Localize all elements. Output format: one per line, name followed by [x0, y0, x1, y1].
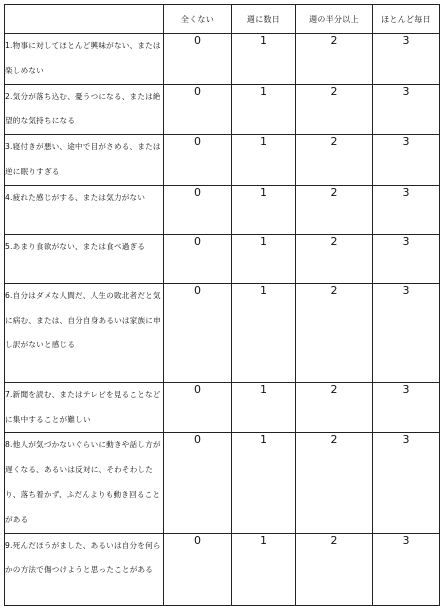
header-several-days: 週に数日 [232, 5, 296, 34]
score-cell: 0 [164, 234, 232, 283]
score-cell: 1 [232, 433, 296, 533]
score-cell: 3 [373, 34, 440, 85]
question-text: 4.疲れた感じがする、または気力がない [5, 185, 164, 234]
score-cell: 1 [232, 84, 296, 135]
question-row-9 [5, 533, 440, 605]
header-nearly-every-day: ほとんど毎日 [373, 5, 440, 34]
header-more-than-half: 週の半分以上 [296, 5, 373, 34]
score-cell: 0 [164, 533, 232, 605]
score-cell: 1 [232, 283, 296, 382]
header-blank-cell [5, 5, 164, 34]
question-text: 5.あまり食欲がない、または食べ過ぎる [5, 234, 164, 283]
score-cell: 3 [373, 433, 440, 533]
score-cell: 3 [373, 234, 440, 283]
score-cell: 3 [373, 382, 440, 433]
score-cell: 1 [232, 34, 296, 85]
question-row-8 [5, 433, 440, 533]
score-cell: 3 [373, 283, 440, 382]
score-cell: 2 [296, 382, 373, 433]
score-cell: 3 [373, 84, 440, 135]
score-cell: 0 [164, 135, 232, 186]
score-cell: 1 [232, 234, 296, 283]
score-cell: 2 [296, 533, 373, 605]
score-cell: 0 [164, 433, 232, 533]
score-cell: 0 [164, 185, 232, 234]
questionnaire-table [4, 4, 440, 606]
question-text: 9.死んだほうがました、あるいは自分を何らかの方法で傷つけようと思ったことがある [5, 533, 164, 605]
score-cell: 2 [296, 135, 373, 186]
score-cell: 1 [232, 135, 296, 186]
question-text: 7.新聞を読む、またはテレビを見ることなどに集中することが難しい [5, 382, 164, 433]
header-row [5, 5, 440, 34]
score-cell: 2 [296, 84, 373, 135]
question-row-2 [5, 84, 440, 135]
question-row-6 [5, 283, 440, 382]
score-cell: 1 [232, 185, 296, 234]
question-text: 6.自分はダメな人間だ、人生の敗北者だと気に病む、または、自分自身あるいは家族に申し訳がないと感じる [5, 283, 164, 382]
question-row-7 [5, 382, 440, 433]
score-cell: 2 [296, 283, 373, 382]
score-cell: 3 [373, 533, 440, 605]
score-cell: 2 [296, 234, 373, 283]
score-cell: 3 [373, 185, 440, 234]
score-cell: 0 [164, 84, 232, 135]
score-cell: 2 [296, 34, 373, 85]
score-cell: 3 [373, 135, 440, 186]
score-cell: 1 [232, 533, 296, 605]
question-text: 8.他人が気づかないぐらいに動きや話し方が遅くなる、あるいは反対に、そわそわしたり、落ち着かず、ふだんよりも動き回ることがある [5, 433, 164, 533]
score-cell: 2 [296, 433, 373, 533]
question-row-4 [5, 185, 440, 234]
score-cell: 2 [296, 185, 373, 234]
score-cell: 1 [232, 382, 296, 433]
score-cell: 0 [164, 283, 232, 382]
score-cell: 0 [164, 382, 232, 433]
header-not-at-all: 全くない [164, 5, 232, 34]
question-row-3 [5, 135, 440, 186]
question-text: 3.寝付きが悪い、途中で目がさめる、または逆に眠りすぎる [5, 135, 164, 186]
question-text: 2.気分が落ち込む、憂うつになる、または絶望的な気持ちになる [5, 84, 164, 135]
question-row-5 [5, 234, 440, 283]
question-text: 1.物事に対してほとんど興味がない、または楽しめない [5, 34, 164, 85]
score-cell: 0 [164, 34, 232, 85]
question-row-1 [5, 34, 440, 85]
